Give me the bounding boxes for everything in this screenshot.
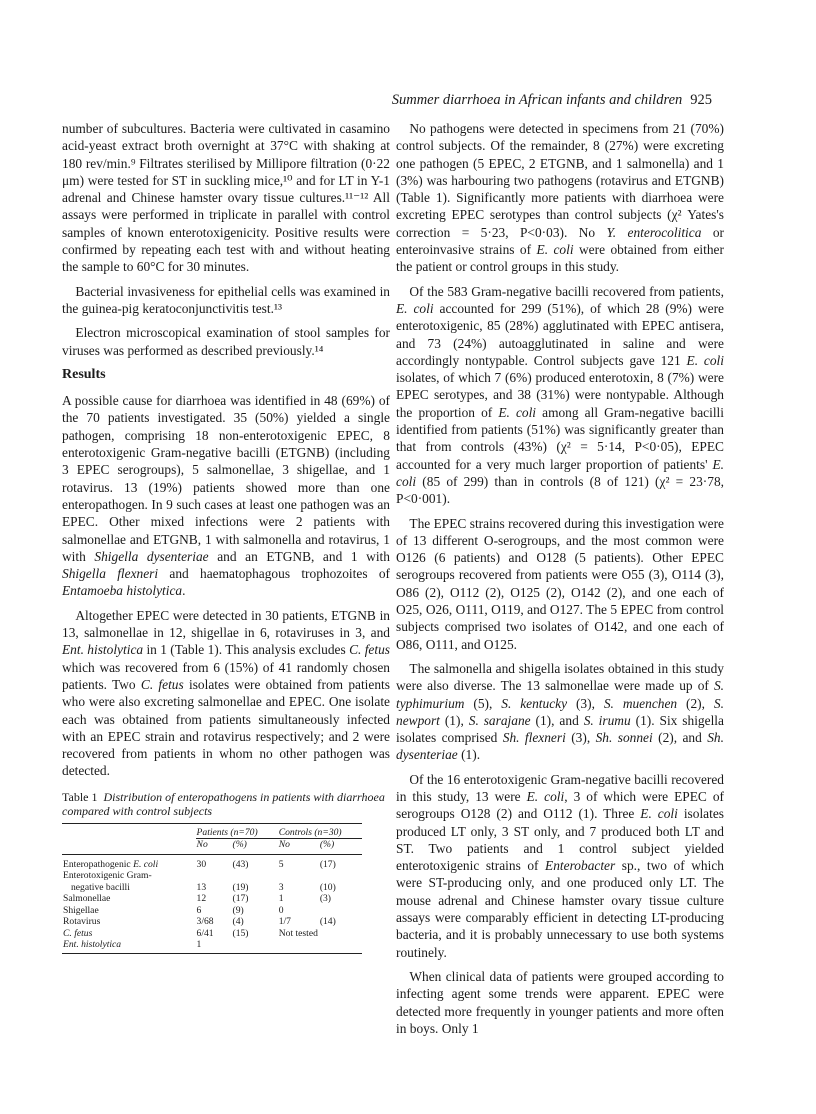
paragraph-electron-microscopy: Electron microscopical examination of stool samples for viruses was performed as described previously.¹⁴ [62,325,390,358]
paragraph-results-altogether: Altogether EPEC were detected in 30 patients, ETGNB in 13, salmonellae in 12, shigellae in 6, rotaviruses in 3, and Ent. histolytica in 1 (Table 1). This analysis excludes C. fetus which was recovered from 6 (15%) of 41 randomly chosen patients. Two C. fetus isolates were obtained from patients who were also excreting salmonellae and EPEC. One isolate each was obtained from patients simultaneously infected with an EPEC strain and rotavirus respectively; and 2 were recovered from patients in whom no other pathogen was detected. [62,607,390,779]
table-row: Enteropathogenic E. coli 30 (43) 5 (17) [63,858,336,870]
table-subheader-no: No [278,839,319,855]
paragraph-epec-serogroups: The EPEC strains recovered during this investigation were of 13 different O-serogroups, and the most common were O126 (6 patients) and O128 (5 patients). Other EPEC serogroups recovered from patients were O55 (3), O114 (3), O86 (2), O112 (2), O125 (2), O142 (2), and one each of O25, O26, O111, O119, and O127. The 5 EPEC from control subjects comprised two isolates of O142, and one each of O86, O111, and O125. [396,515,724,652]
table-group-controls: Controls (n=30) [278,823,362,839]
page-number: 925 [690,92,712,108]
right-column [396,120,724,1044]
table-row: Ent. histolytica 1 [62,939,362,953]
table-enteropathogens [62,823,362,954]
running-head [392,92,712,109]
table-caption [62,790,390,819]
paragraph-gram-negative: Of the 583 Gram-negative bacilli recovered from patients, E. coli accounted for 299 (51%), of which 28 (9%) were enterotoxigenic, 85 (28%) agglutinated with EPEC antisera, and 73 (24%) autoagglutinated in saline and were accordingly nontypable. Control subjects gave 121 E. coli isolates, of which 7 (6%) produced enterotoxin, 8 (7%) were EPEC serotypes, and 38 (31%) were nontypable. Although the proportion of E. coli among all Gram-negative bacilli identified from patients (51%) was significantly greater than that from controls (43%) (χ² = 5·14, P<0·05), EPEC accounted for a very much larger proportion of patients' E. coli (85 of 299) than in controls (8 of 121) (χ² = 23·78, P<0·001). [396,283,724,507]
paragraph-enterotoxigenic: Of the 16 enterotoxigenic Gram-negative bacilli recovered in this study, 13 were E. coli, 3 of which were EPEC of serogroups O128 (2) and O112 (1). Three E. coli isolates produced LT only, 3 ST only, and 7 produced both LT and ST. Two patients and 1 control subject yielded enterotoxigenic strains of Enterobacter sp., two of which were ST-producing only, and one produced only LT. The mouse adrenal and Chinese hamster ovary tissue culture assays were comparably efficient in detecting LT-producing bacteria, and it is probably unnecessary to use both systems routinely. [396,771,724,960]
paragraph-clinical-data: When clinical data of patients were grouped according to infecting agent some trends were apparent. EPEC were detected more frequently in younger patients and more often in boys. Only 1 [396,968,724,1036]
left-column [62,120,390,954]
table-row: Enterotoxigenic Gram- negative bacilli 13 (19) 3 (10) [63,870,336,893]
paragraph-methods-culture: number of subcultures. Bacteria were cultivated in casamino acid-yeast extract broth overnight at 37°C with shaking at 180 rev/min.⁹ Filtrates sterilised by Millipore filtration (0·22 μm) were tested for ST in suckling mice,¹⁰ and for LT in Y-1 adrenal and Chinese hamster ovary tissue cultures.¹¹⁻¹² All assays were performed in triplicate in parallel with control samples of known enterotoxigenicity. Positive results were confirmed by repeating each test with and without heating the sample to 60°C for 30 minutes. [62,121,390,275]
paragraph-results-possible-cause: A possible cause for diarrhoea was identified in 48 (69%) of the 70 patients investigated. 35 (50%) yielded a single pathogen, comprising 18 non-enterotoxigenic EPEC, 8 enterotoxigenic Gram-negative bacilli (ETGNB) (including 3 EPEC serogroups), 5 salmonellae, 3 shigellae, and 1 rotavirus. 13 (19%) patients showed more than one enteropathogen. In 9 such cases at least one pathogen was an EPEC. Other mixed infections were 2 patients with salmonellae and ETGNB, 1 with salmonella and rotavirus, 1 with Shigella dysenteriae and an ETGNB, and 1 with Shigella flexneri and haematophagous trophozoites of Entamoeba histolytica. [62,393,390,599]
table-subheader-pct: (%) [232,839,278,855]
table-subheader-no: No [196,839,232,855]
table-row: Shigellae 6 (9) 0 [63,904,284,916]
running-title: Summer diarrhoea in African infants and children [391,92,683,108]
table-row: Salmonellae 12 (17) 1 (3) [63,893,331,905]
table-row: C. fetus 6/41 (15) Not tested [63,927,318,939]
paragraph-controls: No pathogens were detected in specimens from 21 (70%) control subjects. Of the remainder, 8 (27%) were excreting one pathogen (5 EPEC, 2 ETGNB, and 1 salmonella) and 1 (3%) was harbouring two pathogens (rotavirus and ETGNB) (Table 1). Significantly more patients with diarrhoea were excreting EPEC serotypes than control subjects (χ² Yates's correction = 5·23, P<0·03). No Y. enterocolitica or enteroinvasive strains of E. coli were obtained from either the patient or control groups in this study. [396,121,724,275]
table-row: Rotavirus 3/68 (4) 1/7 (14) [63,916,336,928]
table-label: Table 1 [62,789,98,804]
paragraph-salmonella-shigella: The salmonella and shigella isolates obtained in this study were also diverse. The 13 salmonellae were made up of S. typhimurium (5), S. kentucky (3), S. muenchen (2), S. newport (1), S. sarajane (1), and S. irumu (1). Six shigella isolates comprised Sh. flexneri (3), Sh. sonnei (2), and Sh. dysenteriae (1). [396,660,724,763]
table-group-patients: Patients (n=70) [196,823,278,839]
paragraph-invasiveness: Bacterial invasiveness for epithelial cells was examined in the guinea-pig keratoconjunctivitis test.¹³ [62,283,390,316]
results-heading: Results [62,366,106,382]
table-caption-text: Distribution of enteropathogens in patients with diarrhoea compared with control subjects [62,789,385,819]
table-subheader-pct: (%) [319,839,362,855]
